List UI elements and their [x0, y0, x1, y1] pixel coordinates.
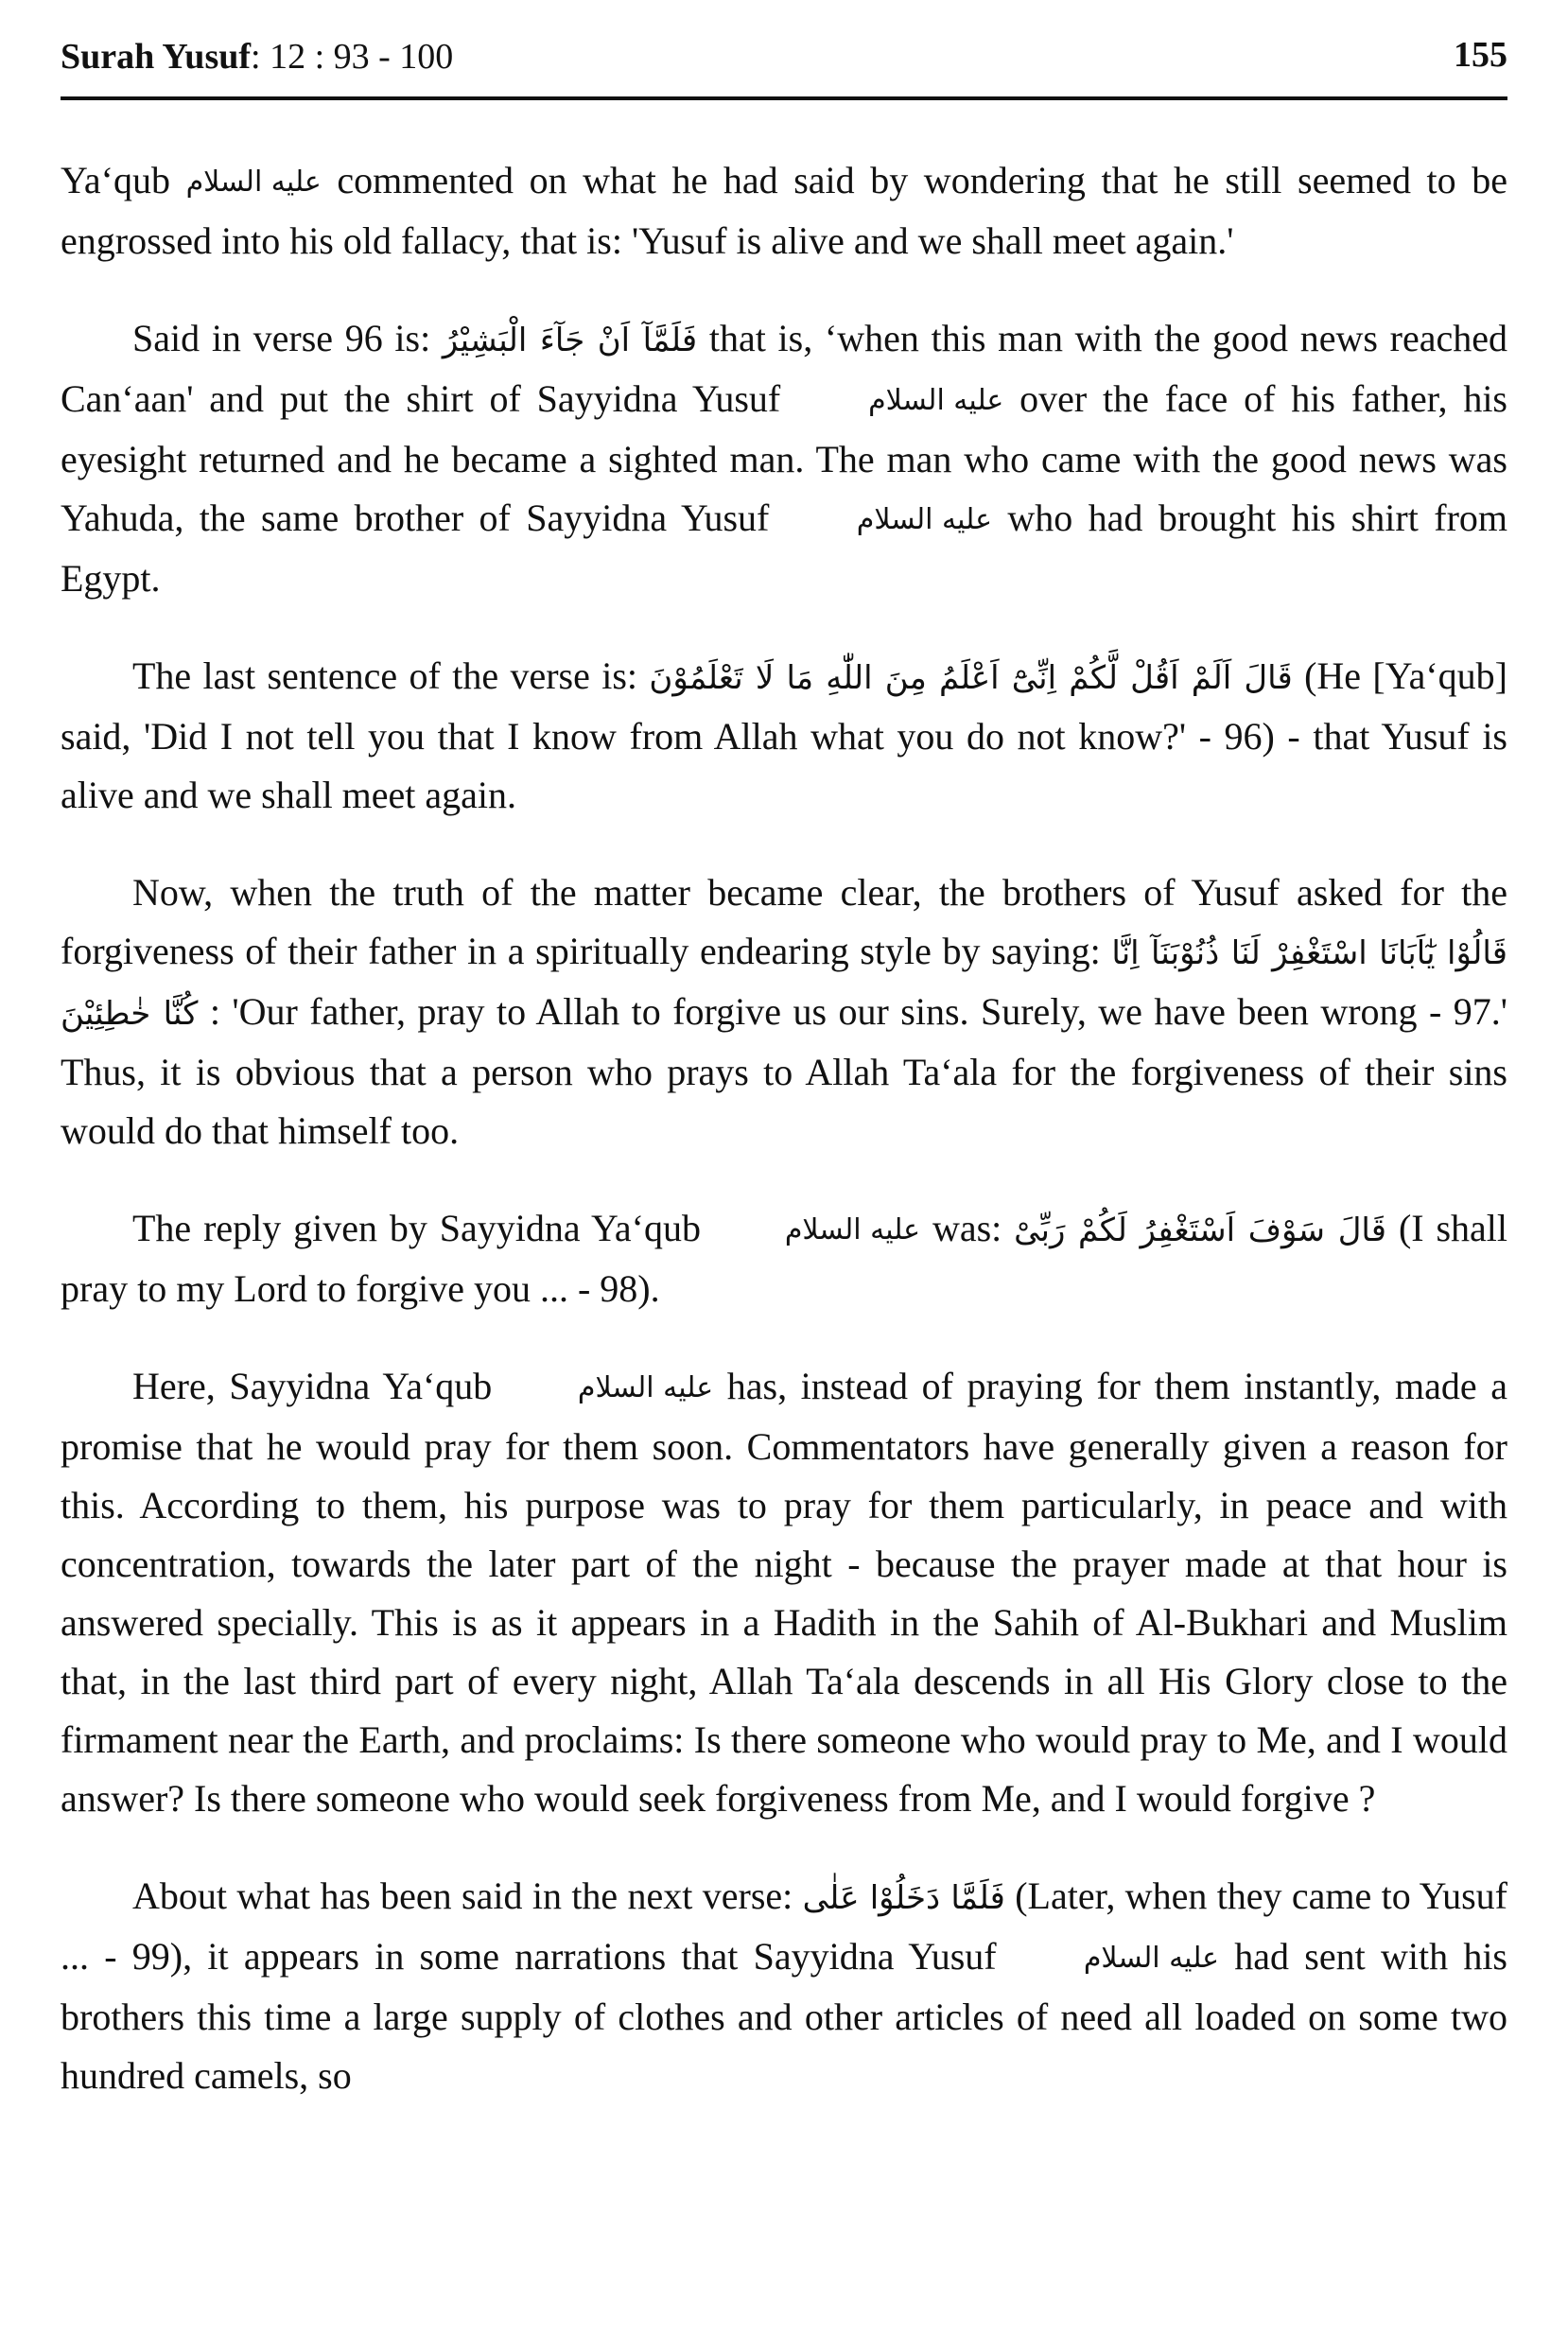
text-run: : 'Our father, pray to Allah to forgive us our sins. Surely, we have been wrong - 97.' Thus, it is obvious that a person who prays to Allah Ta‘ala for the forgiveness of their sins would do that himself too. [61, 990, 1507, 1152]
paragraph [61, 309, 1507, 608]
text-run: (I shall pray to my Lord to forgive you ... - 98). [61, 1207, 1508, 1310]
text-run: who had brought his shirt from Egypt. [61, 497, 1508, 600]
paragraph [61, 863, 1507, 1160]
paragraph [61, 151, 1507, 270]
text-run: The reply given by Sayyidna Ya‘qub [132, 1207, 713, 1249]
page-body [61, 151, 1507, 2144]
text-run: Ya‘qub [61, 159, 186, 201]
arabic-verse: قَالَ سَوْفَ اَسْتَغْفِرُ لَكُمْ رَبِّىْ [1014, 1212, 1387, 1249]
arabic-verse: فَلَمَّآ اَنْ جَآءَ الْبَشِيْرُ [442, 322, 698, 359]
text-run: over the face of his father, his eyesight returned and he became a sighted man. The man who came with the good news was Yahuda, the same brother of Sayyidna Yusuf [61, 377, 1507, 539]
text-run: was: [920, 1207, 1015, 1249]
honorific-glyph: عليه السلام [1083, 1942, 1220, 1975]
honorific-glyph: عليه السلام [868, 384, 1004, 417]
honorific-glyph: عليه السلام [577, 1371, 714, 1404]
text-run: that is, ‘when this man with the good news reached Can‘aan' and put the shirt of Sayyidna Yusuf [61, 317, 1507, 420]
text-run: Said in verse 96 is: [132, 317, 443, 359]
paragraph [61, 1199, 1507, 1318]
header-rule [61, 96, 1507, 100]
text-run: The last sentence of the verse is: [132, 654, 650, 697]
paragraph [61, 1867, 1507, 2105]
running-title [61, 36, 453, 78]
paragraph [61, 647, 1507, 825]
arabic-verse: قَالُوْا يٰٓاَبَانَا اسْتَغْفِرْ لَنَا ذُنُوْبَنَآ اِنَّا كُنَّا خٰطِئِيْنَ [61, 934, 1508, 1033]
arabic-verse: قَالَ اَلَمْ اَقُلْ لَّكُمْ اِنِّىْٓ اَعْلَمُ مِنَ اللّٰهِ مَا لَا تَعْلَمُوْنَ [649, 659, 1293, 697]
text-run: has, instead of praying for them instantly, made a promise that he would pray for them soon. Commentators have generally given a reason for this. According to them, his purpose was to pray for them particularly, in peace and with concentration, towards the later part of the night - because the prayer made at that hour is answered specially. This is as it appears in a Hadith in the Sahih of Al-Bukhari and Muslim that, in the last third part of every night, Allah Ta‘ala descends in all His Glory close to the firmament near the Earth, and proclaims: Is there someone who would pray to Me, and I would answer? Is there someone who would seek forgiveness from Me, and I would forgive ? [61, 1365, 1507, 1820]
honorific-glyph: عليه السلام [784, 1213, 921, 1246]
verse-range: : 12 : 93 - 100 [251, 37, 454, 77]
text-run: had sent with his brothers this time a large supply of clothes and other articles of need all loaded on some two hundred camels, so [61, 1935, 1507, 2097]
paragraph [61, 1357, 1507, 1828]
page-number: 155 [1454, 35, 1507, 75]
text-run: (He [Ya‘qub] said, 'Did I not tell you that I know from Allah what you do not know?' - 96) - that Yusuf is alive and we shall meet again. [61, 654, 1508, 816]
text-run: Now, when the truth of the matter became clear, the brothers of Yusuf asked for the forgiveness of their father in a spiritually endearing style by saying: [61, 871, 1507, 972]
text-run: commented on what he had said by wondering that he still seemed to be engrossed into his old fallacy, that is: 'Yusuf is alive and we shall meet again.' [61, 159, 1507, 262]
text-run: (Later, when they came to Yusuf ... - 99), it appears in some narrations that Sayyidna Yusuf [61, 1874, 1507, 1978]
book-page [61, 28, 1508, 2097]
honorific-glyph: عليه السلام [185, 166, 322, 199]
honorific-glyph: عليه السلام [856, 503, 992, 536]
arabic-verse: فَلَمَّا دَخَلُوْا عَلٰى [802, 1879, 1005, 1917]
running-header [61, 28, 1507, 85]
text-run: About what has been said in the next verse: [132, 1874, 803, 1917]
text-run: Here, Sayyidna Ya‘qub [132, 1365, 506, 1407]
surah-name: Surah Yusuf [61, 37, 252, 77]
